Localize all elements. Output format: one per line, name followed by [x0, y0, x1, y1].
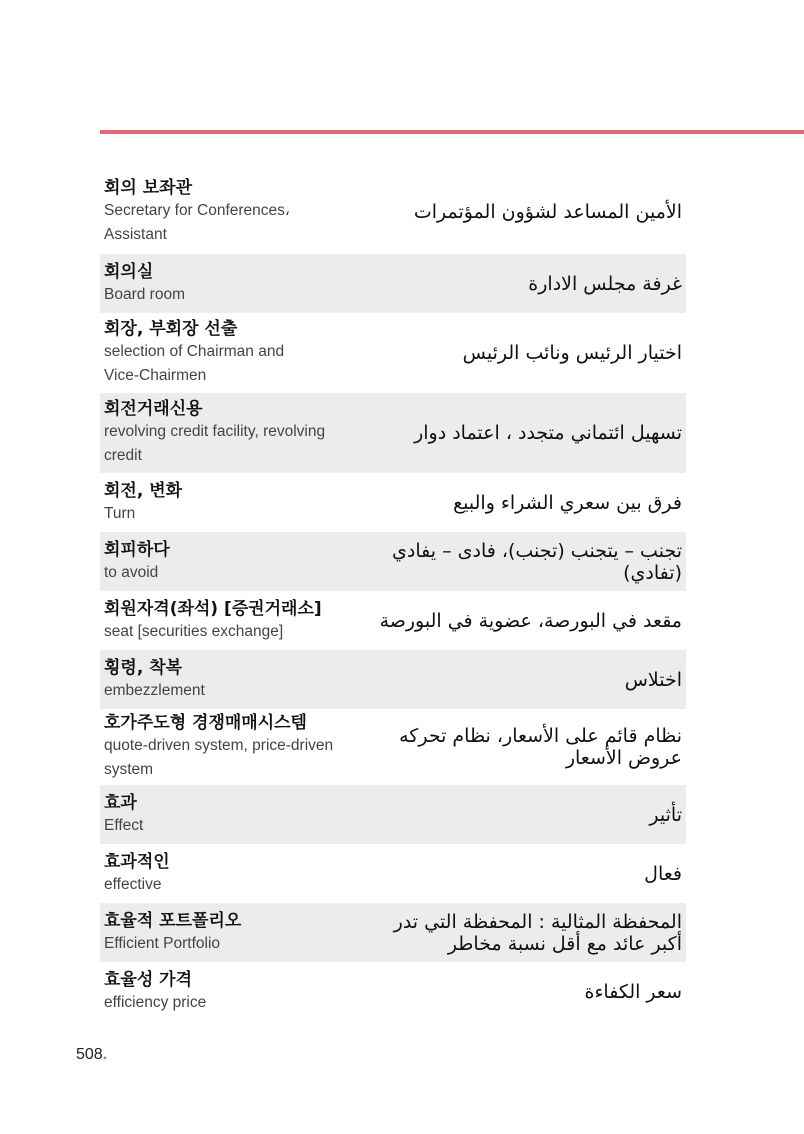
entry-source	[104, 712, 354, 782]
english-term: Secretary for Conferences، Assistant	[104, 202, 290, 243]
english-term: embezzlement	[104, 681, 205, 699]
arabic-term: غرفة مجلس الادارة	[528, 272, 682, 295]
korean-term: 회피하다	[104, 539, 170, 560]
korean-term: 효율성 가격	[104, 969, 193, 990]
glossary-row	[100, 170, 686, 254]
arabic-term: فرق بين سعري الشراء والبيع	[453, 491, 682, 514]
entry-source	[104, 480, 354, 526]
english-term: revolving credit facility, revolving credit	[104, 423, 326, 464]
glossary-row	[100, 650, 686, 709]
arabic-term: سعر الكفاءة	[584, 980, 682, 1003]
entry-source	[104, 261, 354, 307]
english-term: effective	[104, 875, 162, 893]
page-number-value: 508	[76, 1046, 103, 1063]
header-rule	[100, 130, 804, 134]
english-term: to avoid	[104, 563, 159, 581]
glossary-row	[100, 254, 686, 313]
korean-term: 호가주도형 경쟁매매시스템	[104, 713, 307, 733]
english-term: Effect	[104, 816, 144, 834]
entry-source	[104, 318, 354, 388]
glossary-row	[100, 785, 686, 844]
english-term: selection of Chairman and Vice-Chairmen	[104, 343, 285, 384]
arabic-term: فعال	[644, 862, 682, 885]
korean-term: 회장, 부회장 선출	[104, 319, 238, 339]
korean-term: 회전, 변화	[104, 480, 183, 501]
entry-source	[104, 598, 354, 644]
arabic-term: المحفظة المثالية : المحفظة التي تدر أكبر عائد مع أقل نسبة مخاطر	[393, 910, 682, 955]
entry-source	[104, 657, 354, 703]
arabic-term: الأمين المساعد لشؤون المؤتمرات	[413, 201, 682, 223]
arabic-term: نظام قائم على الأسعار، نظام تحركه عروض الأسعار	[399, 725, 682, 769]
glossary-row	[100, 393, 686, 473]
korean-term: 회원자격(좌석) [증권거래소]	[104, 598, 322, 619]
glossary-row	[100, 844, 686, 903]
arabic-term: مقعد في البورصة، عضوية في البورصة	[379, 609, 682, 632]
korean-term: 회의실	[104, 261, 154, 282]
korean-term: 회의 보좌관	[104, 178, 193, 198]
glossary-row	[100, 903, 686, 962]
entry-source	[104, 792, 354, 838]
arabic-term: تسهيل ائتماني متجدد ، اعتماد دوار	[414, 422, 682, 444]
entry-source	[104, 398, 354, 468]
entry-source	[104, 539, 354, 585]
english-term: Turn	[104, 504, 136, 522]
arabic-term: تجنب – يتجنب (تجنب)، فادى – يفادي (تفادي)	[392, 539, 682, 584]
arabic-term: اختيار الرئيس ونائب الرئيس	[462, 342, 682, 364]
entry-source	[104, 969, 354, 1015]
page-number-dot: .	[102, 1046, 108, 1063]
english-term: quote-driven system, price-driven system	[104, 737, 334, 778]
entry-source	[104, 851, 354, 897]
english-term: Efficient Portfolio	[104, 934, 221, 952]
korean-term: 효과	[104, 792, 137, 813]
page-number	[76, 1046, 107, 1064]
arabic-term: تأثير	[649, 803, 682, 826]
glossary-table	[100, 170, 686, 1021]
entry-source	[104, 177, 354, 247]
glossary-row	[100, 591, 686, 650]
english-term: seat [securities exchange]	[104, 622, 284, 640]
arabic-term: اختلاس	[624, 668, 682, 691]
korean-term: 효과적인	[104, 851, 170, 872]
korean-term: 회전거래신용	[104, 399, 203, 419]
english-term: efficiency price	[104, 993, 207, 1011]
glossary-row	[100, 962, 686, 1021]
english-term: Board room	[104, 285, 185, 303]
glossary-row	[100, 313, 686, 393]
korean-term: 효율적 포트폴리오	[104, 910, 242, 931]
glossary-row	[100, 709, 686, 785]
entry-source	[104, 910, 354, 956]
glossary-row	[100, 473, 686, 532]
korean-term: 횡령, 착복	[104, 657, 183, 678]
glossary-row	[100, 532, 686, 591]
